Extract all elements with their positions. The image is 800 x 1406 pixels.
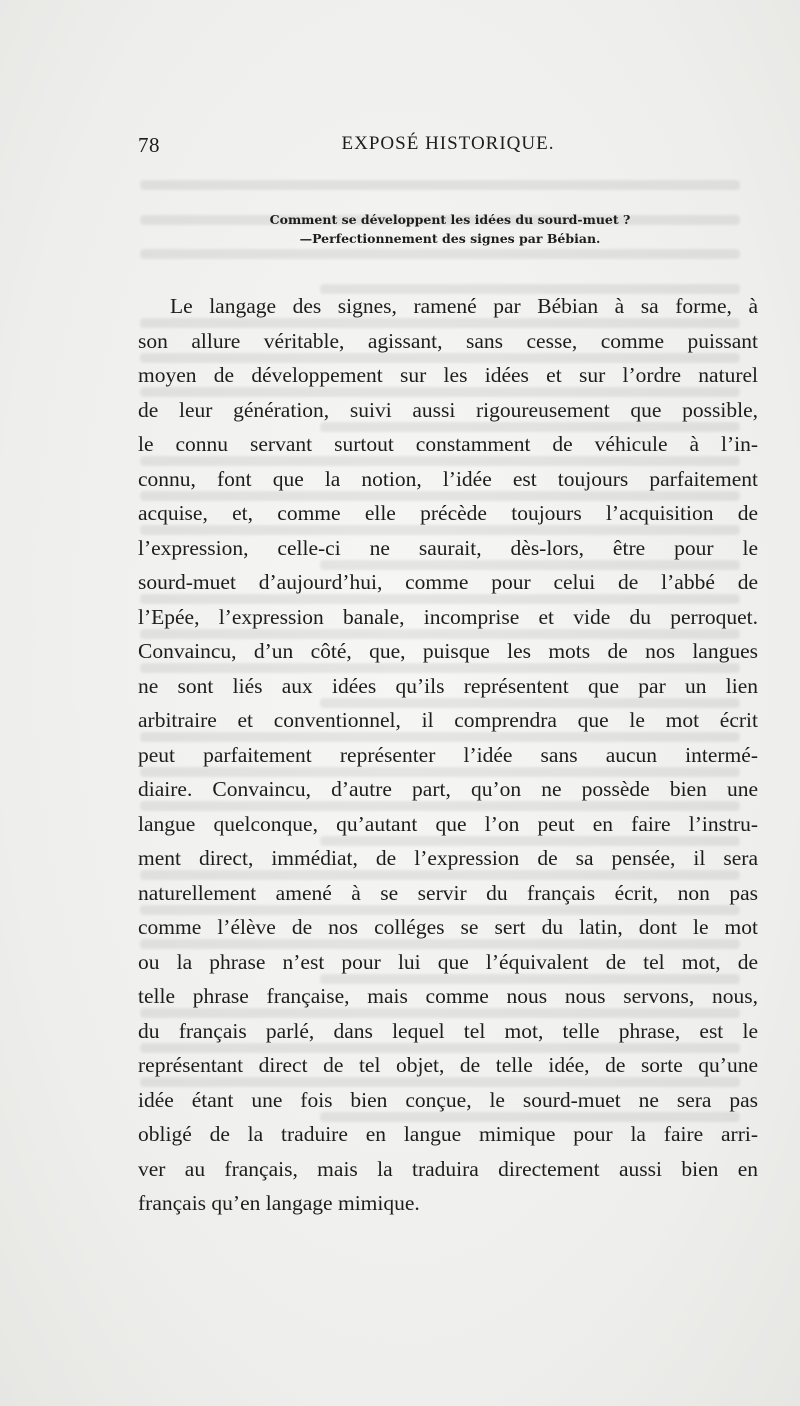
text-line: l’expression, celle-ci ne saurait, dès-lors, être pour le — [138, 535, 758, 560]
text-line: peut parfaitement représenter l’idée sans aucun intermé- — [138, 742, 758, 767]
text-line: connu, font que la notion, l’idée est toujours parfaitement — [138, 466, 758, 491]
bleed-through-line — [140, 180, 740, 190]
text-line: telle phrase française, mais comme nous nous servons, nous, — [138, 984, 758, 1008]
text-line: idée étant une fois bien conçue, le sourd-muet ne sera pas — [138, 1087, 758, 1112]
text-line: du français parlé, dans lequel tel mot, telle phrase, est le — [138, 1018, 758, 1043]
text-line: ver au français, mais la traduira directement aussi bien en — [138, 1156, 758, 1181]
text-line: français qu’en langage mimique. — [138, 1191, 420, 1215]
section-heading-line-2: —Perfectionnement des signes par Bébian. — [299, 231, 601, 246]
text-line: le connu servant surtout constamment de véhicule à l’in- — [138, 432, 758, 456]
text-line: comme l’élève de nos colléges se sert du latin, dont le mot — [138, 915, 758, 939]
text-line: moyen de développement sur les idées et sur l’ordre naturel — [138, 363, 758, 387]
running-title: EXPOSÉ HISTORIQUE. — [341, 133, 555, 154]
text-line: Convaincu, d’un côté, que, puisque les mots de nos langues — [138, 639, 758, 663]
text-line: de leur génération, suivi aussi rigoureusement que possible, — [138, 397, 758, 422]
text-line: ou la phrase n’est pour lui que l’équivalent de tel mot, de — [138, 949, 758, 974]
section-heading-line-1: Comment se développent les idées du sourd-muet ? — [269, 212, 631, 227]
body-paragraph — [138, 289, 758, 1221]
page-number: 78 — [138, 133, 160, 157]
text-line: ment direct, immédiat, de l’expression de sa pensée, il sera — [138, 846, 758, 870]
text-line: obligé de la traduire en langue mimique pour la faire arri- — [138, 1122, 758, 1146]
text-line: acquise, et, comme elle précède toujours l’acquisition de — [138, 501, 758, 525]
text-line: son allure véritable, agissant, sans cesse, comme puissant — [138, 328, 758, 353]
text-line: naturellement amené à se servir du français écrit, non pas — [138, 880, 758, 905]
text-line: Le langage des signes, ramené par Bébian à sa forme, à — [170, 294, 758, 318]
bleed-through-line — [140, 249, 740, 259]
text-line: arbitraire et conventionnel, il comprendra que le mot écrit — [138, 708, 758, 732]
text-line: sourd-muet d’aujourd’hui, comme pour celui de l’abbé de — [138, 570, 758, 594]
text-line: diaire. Convaincu, d’autre part, qu’on ne possède bien une — [138, 777, 758, 801]
text-line: langue quelconque, qu’autant que l’on peut en faire l’instru- — [138, 811, 758, 836]
text-line: ne sont liés aux idées qu’ils représentent que par un lien — [138, 673, 758, 698]
text-line: l’Epée, l’expression banale, incomprise et vide du perroquet. — [138, 604, 758, 629]
section-heading — [140, 210, 760, 248]
page-header — [138, 133, 758, 163]
text-line: représentant direct de tel objet, de telle idée, de sorte qu’une — [138, 1053, 758, 1077]
